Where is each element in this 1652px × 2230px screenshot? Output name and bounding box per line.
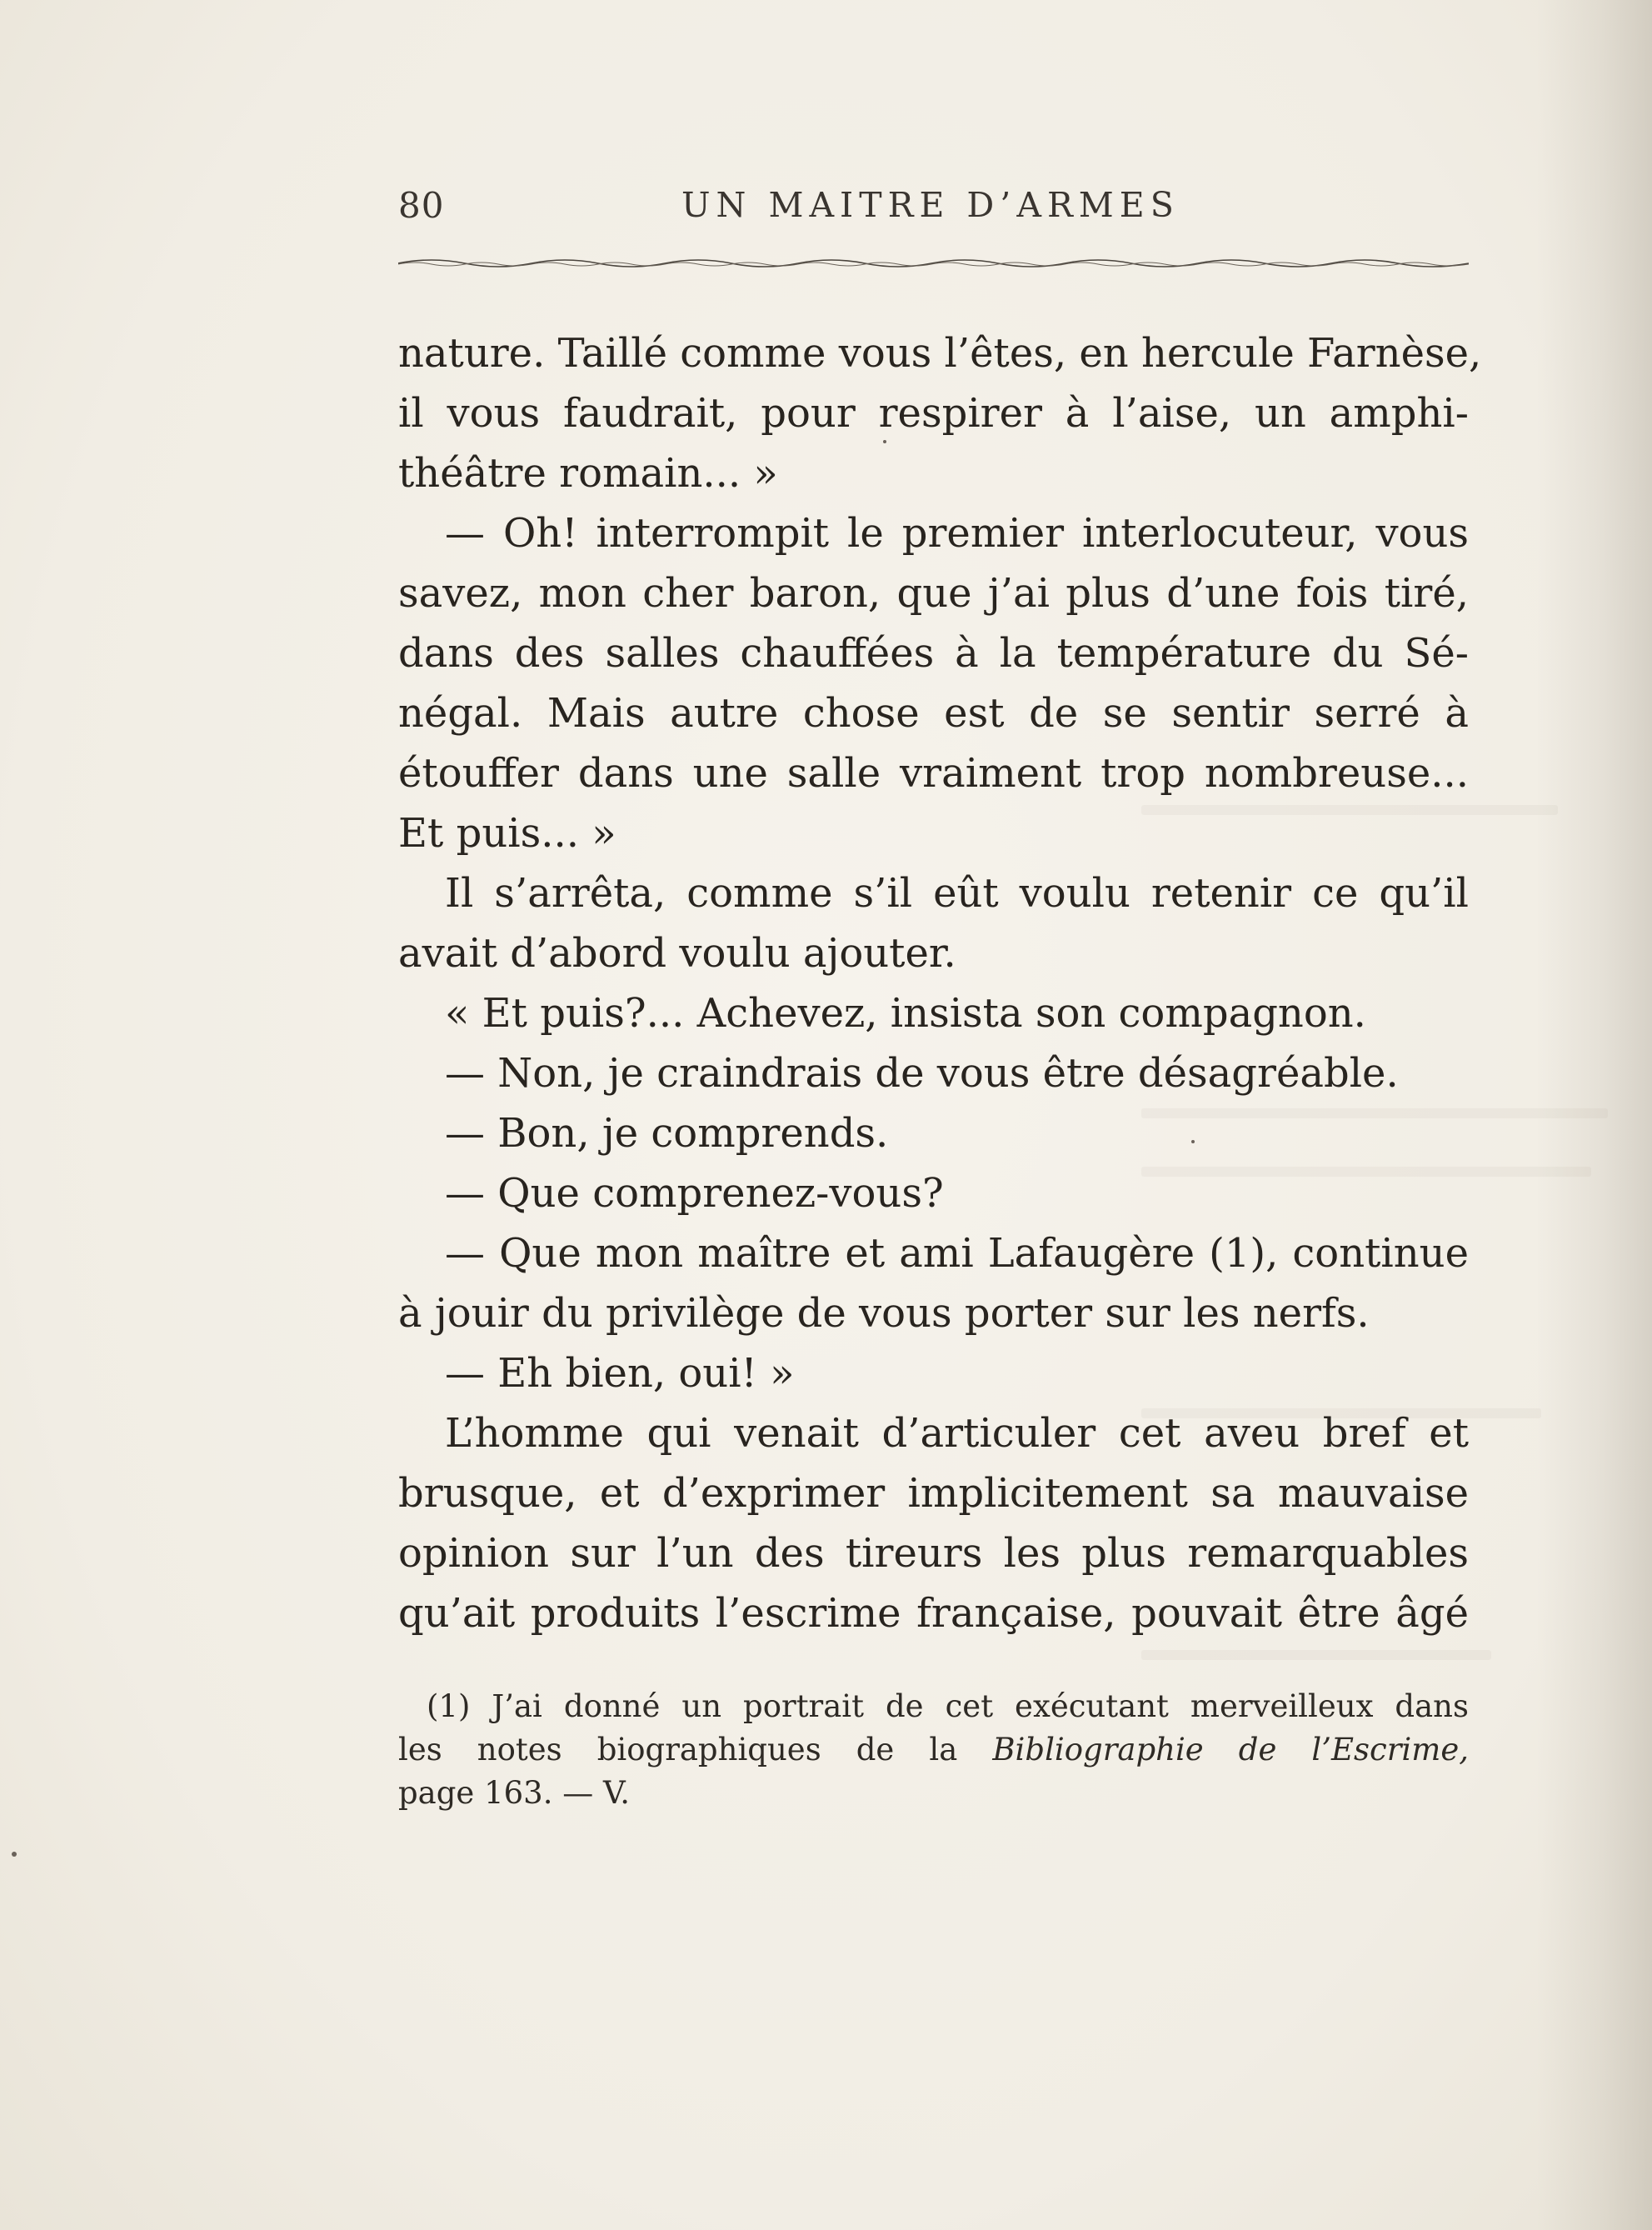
paper-speck: [1191, 1140, 1195, 1143]
text-line: Il s’arrêta, comme s’il eût voulu retenir ce qu’il: [445, 870, 1469, 917]
text-line: théâtre romain... »: [398, 450, 778, 497]
paper-speck: [12, 1852, 17, 1857]
text-line: — Eh bien, oui! »: [445, 1350, 795, 1397]
text-line: dans des salles chauffées à la température du Sé-: [398, 630, 1469, 677]
text-line: à jouir du privilège de vous porter sur les nerfs.: [398, 1290, 1370, 1337]
text-line: brusque, et d’exprimer implicitement sa mauvaise: [398, 1470, 1469, 1517]
text-line: « Et puis?... Achevez, insista son compagnon.: [445, 990, 1366, 1037]
text-line: qu’ait produits l’escrime française, pouvait être âgé: [398, 1590, 1469, 1637]
text-line: avait d’abord voulu ajouter.: [398, 930, 956, 977]
text-line: — Bon, je comprends.: [445, 1110, 889, 1157]
running-title: UN MAITRE D’ARMES: [681, 185, 1180, 225]
text-line: — Non, je craindrais de vous être désagréable.: [445, 1050, 1399, 1097]
text-line: — Que mon maître et ami Lafaugère (1), continue: [445, 1230, 1469, 1277]
text-line: Et puis... »: [398, 810, 616, 857]
text-line: nature. Taillé comme vous l’êtes, en hercule Farnèse,: [398, 330, 1482, 377]
text-line: L’homme qui venait d’articuler cet aveu bref et: [445, 1410, 1469, 1457]
text-line: — Que comprenez-vous?: [445, 1170, 944, 1217]
footnote-line: (1) J’ai donné un portrait de cet exécutant merveilleux dans: [427, 1688, 1469, 1724]
footnote-line: page 163. — V.: [398, 1775, 631, 1811]
text-line: savez, mon cher baron, que j’ai plus d’une fois tiré,: [398, 570, 1469, 617]
page-number: 80: [398, 185, 445, 226]
text-line: il vous faudrait, pour respirer à l’aise, un amphi-: [398, 390, 1469, 437]
text-line: opinion sur l’un des tireurs les plus remarquables: [398, 1530, 1469, 1577]
page-header: [398, 185, 1469, 235]
decorative-wavy-rule: [398, 253, 1469, 272]
text-line: négal. Mais autre chose est de se sentir serré à: [398, 690, 1469, 737]
text-line: — Oh! interrompit le premier interlocuteur, vous: [445, 510, 1469, 557]
footnote-line: [398, 1728, 1469, 1772]
book-title-italic: Bibliographie de l’Escrime,: [992, 1732, 1469, 1768]
text-line: étouffer dans une salle vraiment trop nombreuse...: [398, 750, 1469, 797]
footnote-text: les notes biographiques de la: [398, 1732, 993, 1768]
body-text: [398, 323, 1482, 1643]
show-through-mark: [1141, 1650, 1491, 1660]
footnote: [398, 1685, 1469, 1815]
paper-speck: [883, 440, 886, 443]
